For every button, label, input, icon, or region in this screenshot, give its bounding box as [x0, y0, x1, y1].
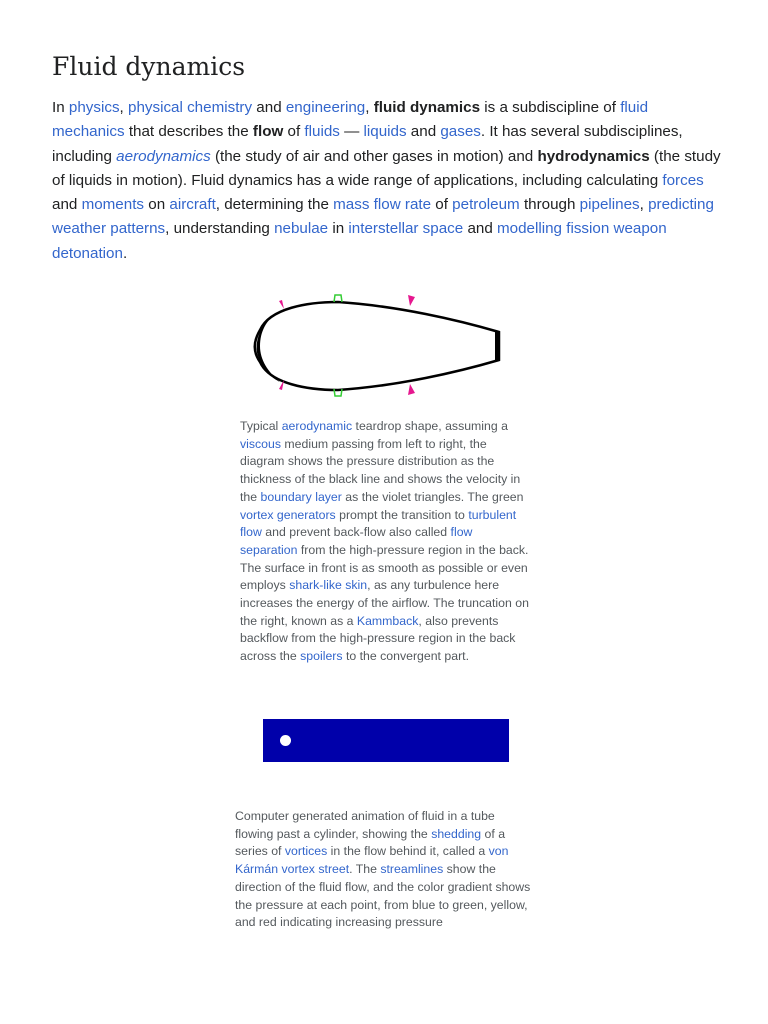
link-vortices[interactable]: vortices: [284, 844, 328, 859]
link-vortex-generators[interactable]: vortex generators: [240, 507, 336, 522]
bold-flow: flow: [252, 123, 284, 141]
boundary-triangle-top-left: [279, 300, 284, 309]
text: teardrop shape, assuming a: [352, 419, 508, 433]
link-interstellar-space[interactable]: interstellar space: [348, 220, 464, 238]
link-fluids[interactable]: fluids: [304, 123, 340, 141]
link-von-karman-vortex-street[interactable]: von Kármán vortex street: [235, 844, 509, 877]
link-gases[interactable]: gases: [440, 123, 481, 141]
text: of a series of: [235, 826, 506, 859]
text: ,: [365, 99, 374, 116]
link-physical-chemistry[interactable]: physical chemistry: [128, 99, 253, 116]
link-aircraft[interactable]: aircraft: [169, 196, 216, 214]
text: medium passing from left to right, the diagram shows the pressure distribution as the thickness of the black line and shows the velocity in the: [240, 436, 521, 504]
link-boundary-layer[interactable]: boundary layer: [260, 489, 342, 504]
text: of: [431, 196, 453, 214]
text: of: [283, 123, 305, 141]
text: that describes the: [124, 123, 253, 141]
animation-caption: [235, 808, 535, 932]
text: ,: [119, 99, 128, 116]
text: Typical: [240, 419, 282, 433]
link-pipelines[interactable]: pipelines: [579, 196, 640, 214]
text: show the direction of the fluid flow, and the color gradient shows the pressure at each point, from blue to green, yellow, and red indicating increasing pressure: [235, 862, 531, 930]
link-streamlines[interactable]: streamlines: [380, 862, 444, 877]
link-physics[interactable]: physics: [68, 99, 120, 116]
text: , determining the: [215, 196, 334, 214]
text: and: [406, 123, 441, 141]
text: .: [122, 244, 128, 262]
bold-hydrodynamics: hydrodynamics: [537, 147, 650, 165]
link-nebulae[interactable]: nebulae: [274, 220, 329, 238]
vortex-animation[interactable]: [263, 719, 509, 762]
link-kammback[interactable]: Kammback: [356, 613, 419, 628]
link-fission-weapon[interactable]: modelling fission weapon detonation: [52, 220, 667, 262]
text: In: [52, 99, 69, 116]
link-flow-separation[interactable]: flow separation: [240, 525, 473, 557]
text: and prevent back-flow also called: [261, 525, 451, 540]
link-spoilers[interactable]: spoilers: [300, 649, 343, 664]
link-moments[interactable]: moments: [81, 196, 145, 214]
text: on: [144, 196, 170, 214]
front-pressure-band: [257, 312, 280, 382]
teardrop-figure[interactable]: [248, 290, 508, 400]
page-title: Fluid dynamics: [52, 52, 246, 81]
cylinder-icon: [280, 735, 291, 746]
text: through: [519, 196, 580, 214]
link-fluid-mechanics[interactable]: fluid mechanics: [52, 99, 649, 141]
lead-paragraph: [52, 96, 724, 266]
text: . The: [349, 862, 381, 877]
link-aerodynamic[interactable]: aerodynamic: [281, 419, 353, 433]
text: is a subdiscipline of: [480, 99, 621, 116]
text: (the study of liquids in motion). Fluid dynamics has a wide range of applications, including calculating: [52, 147, 721, 189]
text: and: [463, 220, 497, 238]
italic-aerodynamics: aerodynamics: [116, 147, 211, 165]
link-shark-like-skin[interactable]: shark-like skin: [289, 578, 368, 593]
link-engineering[interactable]: engineering: [285, 99, 366, 116]
link-viscous[interactable]: viscous: [240, 436, 282, 451]
text: (the study of air and other gases in motion) and: [210, 147, 538, 165]
boundary-triangle-top-right: [408, 295, 415, 306]
text: from the high-pressure region in the back. The surface in front is as smooth as possible or even employs: [240, 542, 529, 593]
text: , also prevents backflow from the high-pressure region in the back across the: [240, 613, 516, 664]
text: in: [328, 220, 349, 238]
link-petroleum[interactable]: petroleum: [452, 196, 520, 214]
text: —: [339, 123, 364, 141]
text: Computer generated animation of fluid in a tube flowing past a cylinder, showing the: [235, 809, 495, 841]
link-mass-flow-rate[interactable]: mass flow rate: [333, 196, 432, 214]
text: ,: [639, 196, 649, 214]
link-weather-patterns[interactable]: predicting weather patterns: [52, 196, 714, 238]
teardrop-caption: [240, 418, 532, 666]
text: , understanding: [165, 220, 275, 238]
teardrop-diagram: [248, 290, 508, 400]
link-liquids[interactable]: liquids: [363, 123, 407, 141]
text: , as any turbulence here increases the energy of the airflow. The truncation on the right, known as a: [240, 578, 529, 628]
teardrop-outline: [255, 302, 499, 390]
text: and: [252, 99, 286, 116]
link-turbulent-flow[interactable]: turbulent flow: [240, 507, 517, 540]
boundary-triangle-bottom-right: [408, 384, 415, 395]
text: in the flow behind it, called a: [327, 844, 489, 859]
text: . It has several subdisciplines, including: [52, 123, 683, 165]
link-forces[interactable]: forces: [662, 171, 704, 189]
link-aerodynamics[interactable]: [116, 148, 211, 165]
text: to the convergent part.: [342, 649, 469, 664]
text: prompt the transition to: [335, 507, 469, 522]
link-shedding[interactable]: shedding: [431, 826, 482, 841]
text: and: [52, 196, 82, 214]
bold-fluid-dynamics: fluid dynamics: [373, 99, 481, 116]
kammback-truncation: [495, 332, 500, 360]
text: as the violet triangles. The green: [341, 489, 524, 504]
